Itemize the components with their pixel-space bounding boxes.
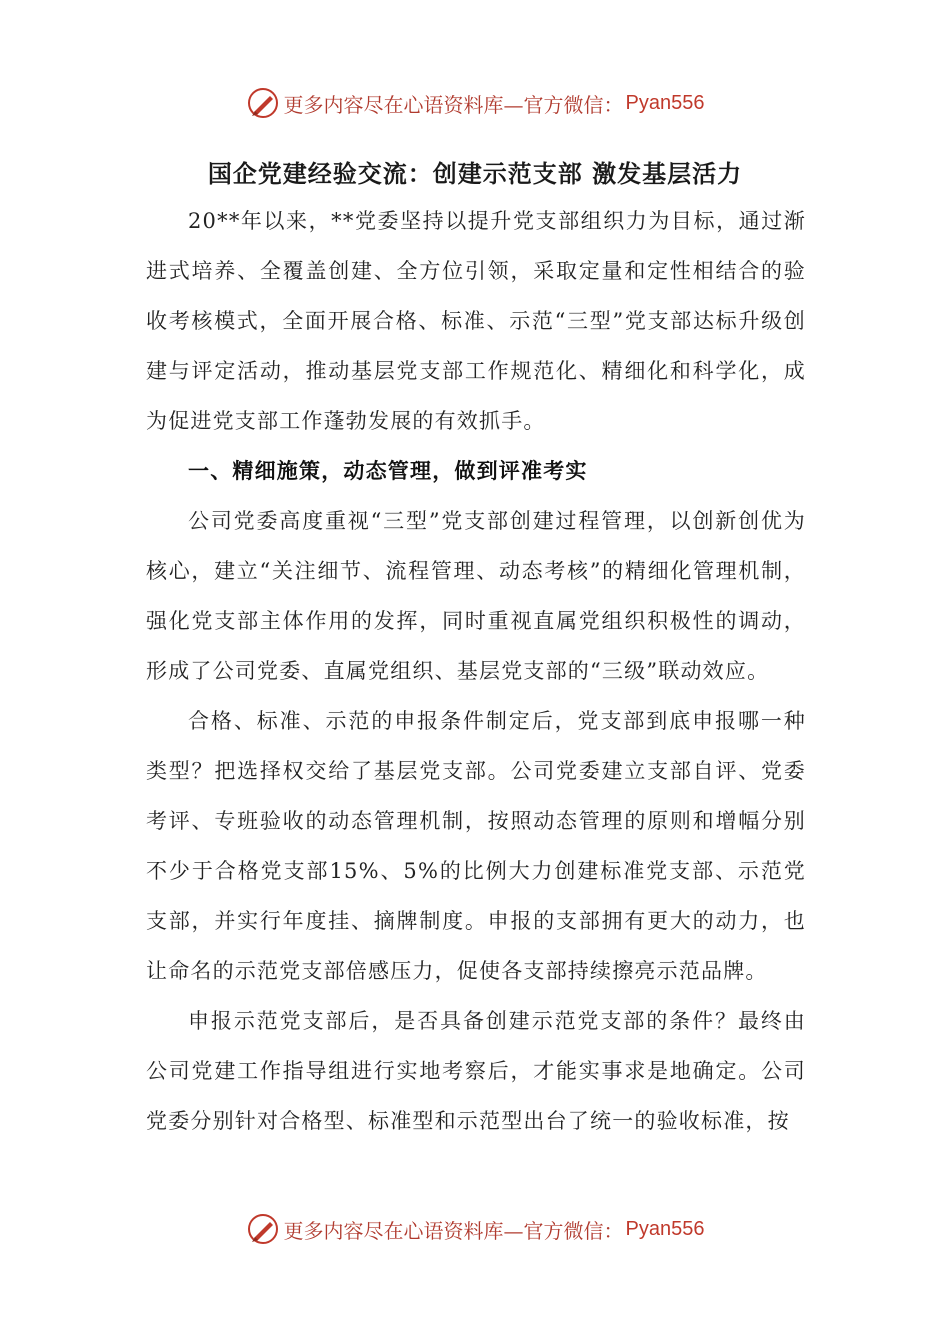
wechat-id: Pyan556	[625, 1217, 705, 1240]
document-body	[146, 196, 806, 1146]
pen-logo-icon	[246, 1212, 280, 1246]
section-heading-1: 一、精细施策，动态管理，做到评准考实	[188, 458, 588, 483]
paragraph: 合格、标准、示范的申报条件制定后，党支部到底申报哪一种类型？把选择权交给了基层党支部。公司党委建立支部自评、党委考评、专班验收的动态管理机制，按照动态管理的原则和增幅分别不少于合格党支部15%、5%的比例大力创建标准党支部、示范党支部，并实行年度挂、摘牌制度。申报的支部拥有更大的动力，也让命名的示范党支部倍感压力，促使各支部持续擦亮示范品牌。	[146, 709, 806, 983]
paragraph: 申报示范党支部后，是否具备创建示范党支部的条件？最终由公司党建工作指导组进行实地考察后，才能实事求是地确定。公司党委分别针对合格型、标准型和示范型出台了统一的验收标准，按	[146, 1009, 806, 1133]
header-banner	[0, 86, 950, 120]
footer-banner	[0, 1212, 950, 1246]
banner-text: 更多内容尽在心语资料库—官方微信：	[283, 92, 624, 117]
paragraph-intro: 20**年以来，**党委坚持以提升党支部组织力为目标，通过渐进式培养、全覆盖创建、全方位引领，采取定量和定性相结合的验收考核模式，全面开展合格、标准、示范“三型”党支部达标升级创建与评定活动，推动基层党支部工作规范化、精细化和科学化，成为促进党支部工作蓬勃发展的有效抓手。	[146, 209, 806, 433]
document-title: 国企党建经验交流：创建示范支部 激发基层活力	[207, 159, 743, 188]
paragraph: 公司党委高度重视“三型”党支部创建过程管理，以创新创优为核心，建立“关注细节、流程管理、动态考核”的精细化管理机制，强化党支部主体作用的发挥，同时重视直属党组织积极性的调动，形成了公司党委、直属党组织、基层党支部的“三级”联动效应。	[146, 509, 806, 683]
wechat-id: Pyan556	[625, 91, 705, 114]
banner-text: 更多内容尽在心语资料库—官方微信：	[283, 1218, 624, 1243]
pen-logo-icon	[246, 86, 280, 120]
